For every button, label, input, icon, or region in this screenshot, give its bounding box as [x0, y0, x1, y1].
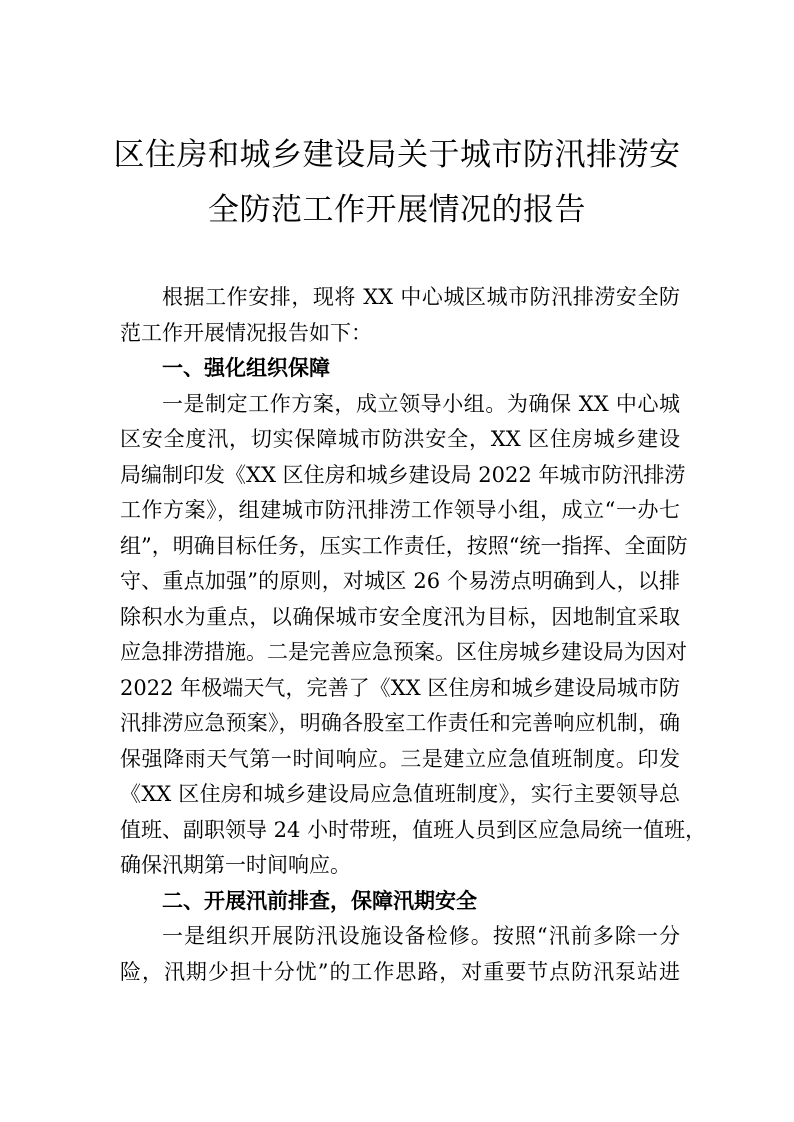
s1-line-7: 除积水为重点，以确保城市安全度汛为目标，因地制宜采取 — [120, 604, 680, 629]
s1-line-1: 一是制定工作方案，成立领导小组。为确保 XX 中心城 — [162, 391, 680, 416]
document-body — [120, 280, 707, 990]
s1-line-14: 确保汛期第一时间响应。 — [120, 853, 351, 877]
section-2-heading: 二、开展汛前排查，保障汛期安全 — [162, 888, 477, 913]
s2-line-2: 险，汛期少担十分忧”的工作思路，对重要节点防汛泵站进 — [120, 959, 680, 984]
s1-line-11: 保强降雨天气第一时间响应。三是建立应急值班制度。印发 — [120, 746, 680, 771]
s1-line-10: 汛排涝应急预案》，明确各股室工作责任和完善响应机制，确 — [120, 711, 680, 735]
s1-line-3: 局编制印发《XX 区住房和城乡建设局 2022 年城市防汛排涝 — [120, 462, 686, 487]
intro-line-2: 范工作开展情况报告如下： — [120, 320, 372, 345]
section-1-paragraph — [120, 387, 707, 884]
intro-paragraph — [120, 280, 680, 351]
title-line-1: 区住房和城乡建设局关于城市防汛排涝安 — [113, 137, 681, 173]
title-line-2: 全防范工作开展情况的报告 — [208, 192, 586, 228]
s1-line-8: 应急排涝措施。二是完善应急预案。区住房城乡建设局为因对 — [120, 640, 687, 664]
s1-line-4: 工作方案》，组建城市防汛排涝工作领导小组，成立“一办七 — [120, 498, 680, 522]
s1-line-5: 组”，明确目标任务，压实工作责任，按照“统一指挥、全面防 — [120, 533, 688, 558]
s1-line-12: 《XX 区住房和城乡建设局应急值班制度》，实行主要领导总 — [120, 782, 680, 806]
document-title — [100, 128, 694, 238]
s1-line-13: 值班、副职领导 24 小时带班，值班人员到区应急局统一值班， — [120, 817, 707, 842]
section-2-paragraph — [120, 919, 680, 990]
section-1-heading: 一、强化组织保障 — [162, 356, 330, 380]
intro-line-1: 根据工作安排，现将 XX 中心城区城市防汛排涝安全防 — [162, 285, 680, 309]
s1-line-6: 守、重点加强”的原则，对城区 26 个易涝点明确到人，以排 — [120, 569, 680, 593]
s1-line-2: 区安全度汛，切实保障城市防洪安全，XX 区住房城乡建设 — [120, 427, 680, 451]
s2-line-1: 一是组织开展防汛设施设备检修。按照“汛前多除一分 — [162, 924, 680, 948]
s1-line-9: 2022 年极端天气，完善了《XX 区住房和城乡建设局城市防 — [120, 675, 680, 700]
